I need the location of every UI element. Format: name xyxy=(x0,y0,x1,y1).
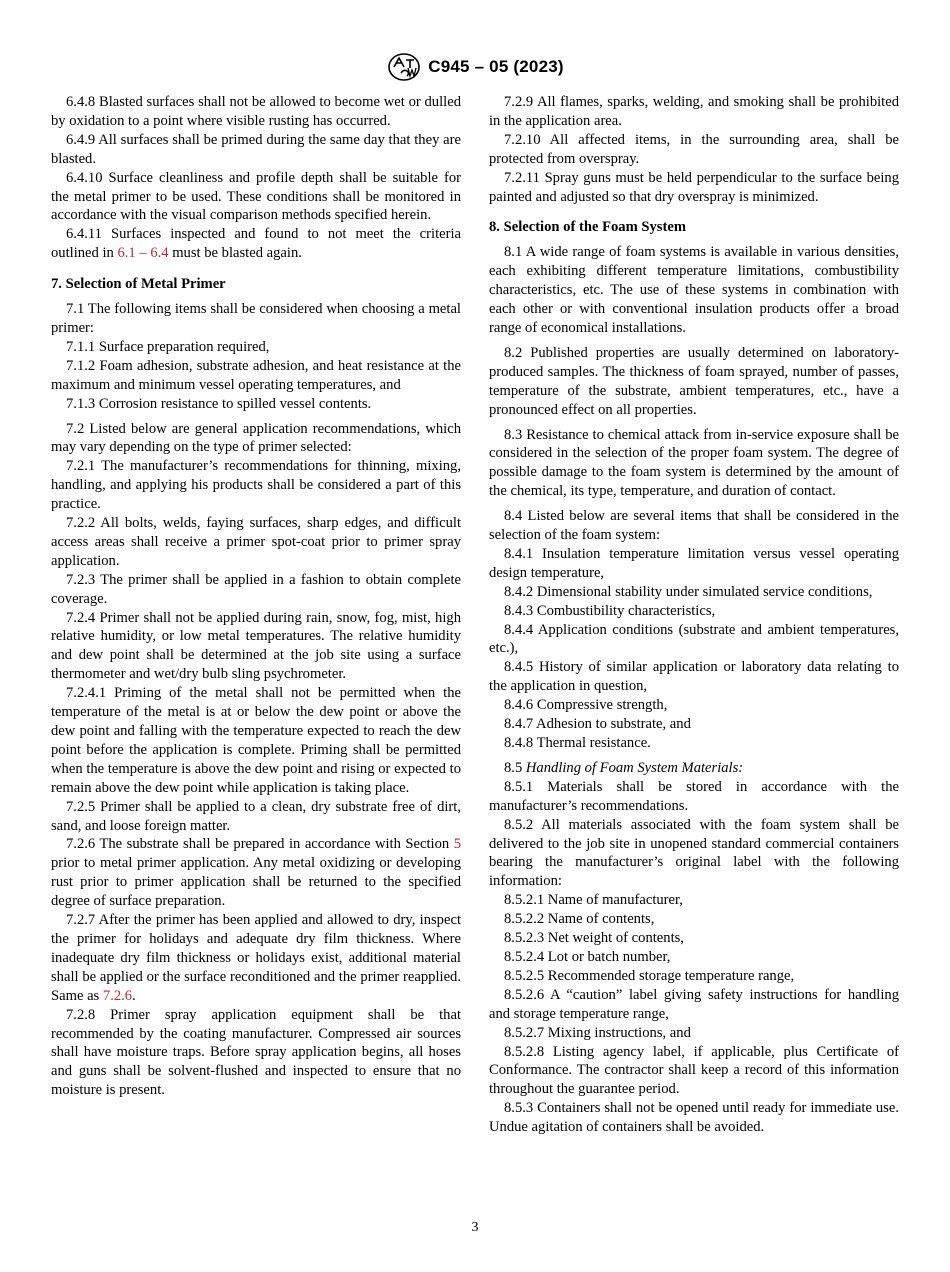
paragraph-7-2-1: 7.2.1 The manufacturer’s recommendations for thinning, mixing, handling, and applying his products shall be considered a part of this practice. xyxy=(51,458,461,513)
paragraph-8-4-3: 8.4.3 Combustibility characteristics, xyxy=(504,602,716,619)
page-number: 3 xyxy=(471,1220,479,1235)
paragraph-7-2-8: 7.2.8 Primer spray application equipment shall be that recommended by the coating manufacturer. Compressed air sources shall have moisture traps. Before spray application begins, all hoses and guns shall be solvent-flushed and inspected to ensure that no moisture is present. xyxy=(51,1006,461,1099)
paragraph-7-1-1: 7.1.1 Surface preparation required, xyxy=(66,338,270,355)
paragraph-7-2-4: 7.2.4 Primer shall not be applied during rain, snow, fog, mist, high relative humidity, or low metal temperatures. The relative humidity and dew point shall be determined at the job site using a surface thermometer and wet/dry bulb sling psychrometer. xyxy=(51,609,461,683)
section-7-2-6-ref-link[interactable]: 7.2.6 xyxy=(102,987,133,1004)
paragraph-8-5-3: 8.5.3 Containers shall not be opened until ready for immediate use. Undue agitation of containers shall be avoided. xyxy=(489,1100,899,1136)
paragraph-7-2-3: 7.2.3 The primer shall be applied in a fashion to obtain complete coverage. xyxy=(51,571,461,607)
paragraph-8-5-2-6: 8.5.2.6 A “caution” label giving safety instructions for handling and storage temperature range, xyxy=(489,986,899,1022)
paragraph-6-4-11-text: 6.4.11 Surfaces inspected and found to not meet the criteria outlined in xyxy=(51,226,461,262)
paragraph-8-5-2-3: 8.5.2.3 Net weight of contents, xyxy=(504,930,684,947)
paragraph-6-4-10: 6.4.10 Surface cleanliness and profile depth shall be suitable for the metal primer to be used. These conditions shall be monitored in accordance with the visual comparison methods specified herein. xyxy=(51,169,461,224)
paragraph-7-2-6-text: 7.2.6 The substrate shall be prepared in accordance with Section xyxy=(66,836,454,853)
paragraph-8-5-2-8: 8.5.2.8 Listing agency label, if applicable, plus Certificate of Conformance. The contractor shall keep a record of this information throughout the guarantee period. xyxy=(489,1043,899,1098)
paragraph-7-2-2: 7.2.2 All bolts, welds, faying surfaces, sharp edges, and difficult access areas shall receive a primer spot-coat prior to primer spray application. xyxy=(51,515,461,569)
paragraph-8-1: 8.1 A wide range of foam systems is available in various densities, each exhibiting different temperature limitations, combustibility characteristics, etc. The use of these systems in combination with each other or with conventional insulation products offer a broad range of economical installations. xyxy=(489,244,899,336)
paragraph-8-5-number: 8.5 xyxy=(504,759,526,776)
paragraph-8-5-2-2: 8.5.2.2 Name of contents, xyxy=(504,911,655,928)
paragraph-8-5-2-4: 8.5.2.4 Lot or batch number, xyxy=(504,948,671,965)
paragraph-8-4-6: 8.4.6 Compressive strength, xyxy=(504,697,668,714)
paragraph-8-5 xyxy=(489,759,899,778)
paragraph-8-4: 8.4 Listed below are several items that shall be considered in the selection of the foam system: xyxy=(489,508,899,544)
paragraph-7-2-7-text: 7.2.7 After the primer has been applied and allowed to dry, inspect the primer for holidays and adequate dry film thickness. Where inadequate dry film thickness or holidays exist, additional material shall be applied or the surface reconditioned and the primer reapplied. Same as xyxy=(51,912,461,1004)
page-header xyxy=(0,52,950,87)
paragraph-6-4-9: 6.4.9 All surfaces shall be primed during the same day that they are blasted. xyxy=(51,131,461,167)
paragraph-8-4-5: 8.4.5 History of similar application or laboratory data relating to the application in question, xyxy=(489,659,899,695)
paragraph-8-4-8: 8.4.8 Thermal resistance. xyxy=(504,735,651,751)
paragraph-8-3: 8.3 Resistance to chemical attack from in-service exposure shall be considered in the selection of the proper foam system. The degree of possible damage to the foam system is determined by the amount of the chemical, its type, temperature, and duration of contact. xyxy=(489,426,899,500)
paragraph-7-2-7 xyxy=(51,911,461,1006)
astm-logo-icon xyxy=(386,52,422,82)
paragraph-7-1: 7.1 The following items shall be considered when choosing a metal primer: xyxy=(51,301,461,336)
paragraph-6-4-8: 6.4.8 Blasted surfaces shall not be allowed to become wet or dulled by oxidation to a point where visible rusting has occurred. xyxy=(51,94,461,129)
paragraph-7-2: 7.2 Listed below are general application recommendations, which may vary depending on the type of primer selected: xyxy=(51,420,461,456)
paragraph-7-2-5: 7.2.5 Primer shall be applied to a clean, dry substrate free of dirt, sand, and loose foreign matter. xyxy=(51,798,461,834)
paragraph-7-2-10: 7.2.10 All affected items, in the surrounding area, shall be protected from overspray. xyxy=(489,131,899,167)
left-column xyxy=(51,93,461,1100)
paragraph-7-2-6 xyxy=(51,835,461,911)
paragraph-7-2-7-text-end: . xyxy=(132,987,136,1004)
paragraph-6-4-11 xyxy=(51,225,461,263)
section-7-heading: 7. Selection of Metal Primer xyxy=(51,276,226,293)
paragraph-8-2: 8.2 Published properties are usually determined on laboratory-produced samples. The thickness of foam sprayed, number of passes, temperature of the substrate, ambient temperatures, etc., have a pronounced effect on all properties. xyxy=(489,344,899,418)
right-column xyxy=(489,93,899,1137)
paragraph-7-2-4-1: 7.2.4.1 Priming of the metal shall not be permitted when the temperature of the metal is at or below the dew point or above the dew point and falling with the temperature expected to reach the dew point before the application is complete. Priming shall be permitted when the temperature is above the dew point and rising or expected to remain above the dew point while application is taking place. xyxy=(51,685,461,796)
paragraph-7-2-9: 7.2.9 All flames, sparks, welding, and smoking shall be prohibited in the application area. xyxy=(489,94,899,129)
paragraph-8-4-1: 8.4.1 Insulation temperature limitation versus vessel operating design temperature, xyxy=(489,545,899,581)
paragraph-8-4-7: 8.4.7 Adhesion to substrate, and xyxy=(504,716,691,733)
paragraph-7-1-3: 7.1.3 Corrosion resistance to spilled vessel contents. xyxy=(66,395,372,412)
paragraph-8-4-4: 8.4.4 Application conditions (substrate and ambient temperatures, etc.), xyxy=(489,621,899,657)
paragraph-7-1-2: 7.1.2 Foam adhesion, substrate adhesion, and heat resistance at the maximum and minimum vessel operating temperatures, and xyxy=(51,357,461,393)
paragraph-8-5-2-5: 8.5.2.5 Recommended storage temperature range, xyxy=(504,967,795,984)
paragraph-8-5-2: 8.5.2 All materials associated with the foam system shall be delivered to the job site in unopened standard commercial containers bearing the manufacturer’s original label with the following information: xyxy=(489,816,899,890)
paragraph-7-2-6-text-end: prior to metal primer application. Any metal oxidizing or developing rust prior to primer application shall be returned to the specified degree of surface preparation. xyxy=(51,855,461,910)
paragraph-8-5-1: 8.5.1 Materials shall be stored in accordance with the manufacturer’s recommendations. xyxy=(489,778,899,814)
section-8-heading: 8. Selection of the Foam System xyxy=(489,219,686,236)
paragraph-6-4-11-text-end: must be blasted again. xyxy=(168,245,302,262)
section-ref-link[interactable]: 6.1 – 6.4 xyxy=(117,245,169,262)
paragraph-7-2-11: 7.2.11 Spray guns must be held perpendicular to the surface being painted and adjusted so that dry overspray is minimized. xyxy=(489,169,899,205)
document-designation: C945 – 05 (2023) xyxy=(428,57,564,76)
section-5-ref-link[interactable]: 5 xyxy=(453,836,461,853)
paragraph-8-5-2-7: 8.5.2.7 Mixing instructions, and xyxy=(504,1024,691,1041)
paragraph-8-5-2-1: 8.5.2.1 Name of manufacturer, xyxy=(504,892,683,909)
paragraph-8-4-2: 8.4.2 Dimensional stability under simulated service conditions, xyxy=(504,583,873,600)
paragraph-8-5-title: Handling of Foam System Materials: xyxy=(525,759,744,776)
